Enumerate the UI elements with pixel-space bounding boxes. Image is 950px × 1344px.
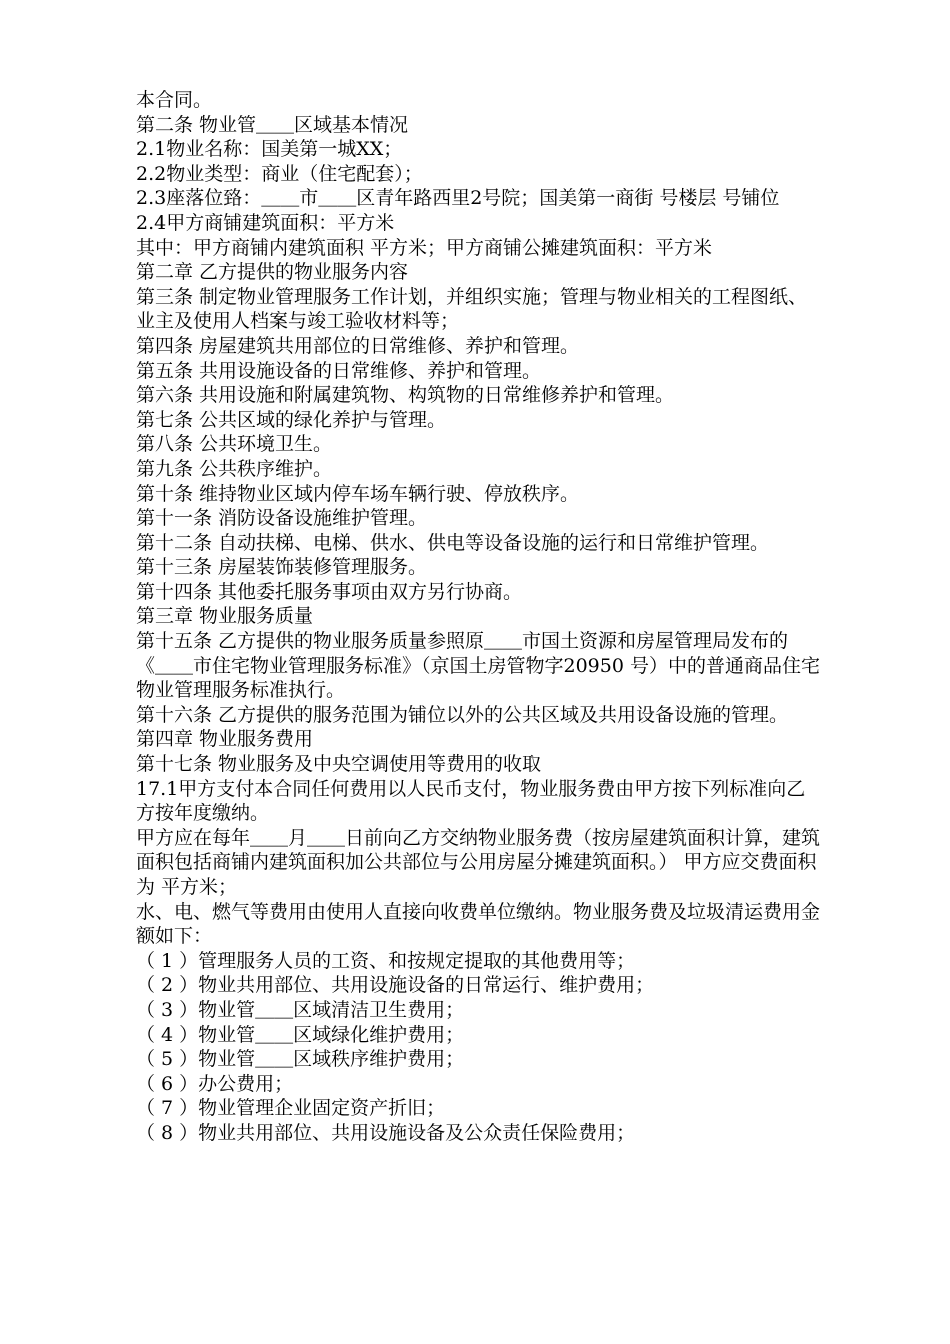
text-line: 2.3座落位臵：＿＿市＿＿区青年路西里2号院；国美第一商街 号楼层 号铺位: [136, 187, 780, 210]
list-item: （ 6 ）办公费用；: [136, 1072, 294, 1095]
article-paragraph: 第三条 制定物业管理服务工作计划，并组织实施；管理与物业相关的工程图纸、业主及使用人档案与竣工验收材料等；: [136, 285, 808, 333]
text-line: 2.4甲方商铺建筑面积：平方米: [136, 211, 395, 234]
article-paragraph: 第十条 维持物业区域内停车场车辆行驶、停放秩序。: [136, 482, 580, 505]
article-heading: 第二条 物业管＿＿区域基本情况: [136, 113, 409, 136]
article-paragraph: 第十六条 乙方提供的服务范围为铺位以外的公共区域及共用设备设施的管理。: [136, 703, 789, 726]
article-paragraph: 第七条 公共区域的绿化养护与管理。: [136, 408, 447, 431]
list-item: （ 4 ）物业管＿＿区域绿化维护费用；: [136, 1023, 465, 1046]
article-paragraph: 第九条 公共秩序维护。: [136, 457, 333, 480]
article-paragraph: 第六条 共用设施和附属建筑物、构筑物的日常维修养护和管理。: [136, 384, 675, 407]
article-paragraph: 第五条 共用设施设备的日常维修、养护和管理。: [136, 359, 542, 382]
chapter-heading: 第四章 物业服务费用: [136, 728, 314, 751]
chapter-heading: 第三章 物业服务质量: [136, 605, 314, 628]
text-line: 2.1物业名称：国美第一城XX；: [136, 138, 403, 161]
list-item: （ 5 ）物业管＿＿区域秩序维护费用；: [136, 1048, 465, 1071]
chapter-heading: 第二章 乙方提供的物业服务内容: [136, 261, 409, 284]
contract-text: [136, 88, 820, 1146]
article-paragraph: 第十五条 乙方提供的物业服务质量参照原＿＿市国土资源和房屋管理局发布的《＿＿市住宅物业管理服务标准》（京国土房管物字20950 号）中的普通商品住宅物业管理服务标准执行。: [136, 630, 820, 702]
article-paragraph: 第十二条 自动扶梯、电梯、供水、供电等设备设施的运行和日常维护管理。: [136, 531, 770, 554]
list-item: （ 3 ）物业管＿＿区域清洁卫生费用；: [136, 998, 465, 1021]
clause-paragraph: 水、电、燃气等费用由使用人直接向收费单位缴纳。物业服务费及垃圾清运费用金额如下：: [136, 900, 821, 948]
article-paragraph: 第十一条 消防设备设施维护管理。: [136, 507, 428, 530]
text-line: 本合同。: [136, 89, 213, 111]
article-paragraph: 第十七条 物业服务及中央空调使用等费用的收取: [136, 753, 542, 776]
article-paragraph: 第八条 公共环境卫生。: [136, 433, 333, 456]
text-line: 其中：甲方商铺内建筑面积 平方米；甲方商铺公摊建筑面积：平方米: [136, 236, 713, 259]
list-item: （ 8 ）物业共用部位、共用设施设备及公众责任保险费用；: [136, 1121, 636, 1144]
list-item: （ 2 ）物业共用部位、共用设施设备的日常运行、维护费用；: [136, 974, 655, 997]
list-item: （ 1 ）管理服务人员的工资、和按规定提取的其他费用等；: [136, 949, 636, 972]
article-paragraph: 第十三条 房屋装饰装修管理服务。: [136, 556, 428, 579]
article-paragraph: 第十四条 其他委托服务事项由双方另行协商。: [136, 580, 523, 603]
list-item: （ 7 ）物业管理企业固定资产折旧；: [136, 1097, 446, 1120]
clause-paragraph: 17.1甲方支付本合同任何费用以人民币支付，物业服务费由甲方按下列标准向乙方按年度缴纳。: [136, 777, 806, 825]
article-paragraph: 第四条 房屋建筑共用部位的日常维修、养护和管理。: [136, 334, 580, 357]
text-line: 2.2物业类型：商业（住宅配套）；: [136, 162, 423, 185]
clause-paragraph: 甲方应在每年＿＿月＿＿日前向乙方交纳物业服务费（按房屋建筑面积计算，建筑面积包括商铺内建筑面积加公共部位与公用房屋分摊建筑面积。） 甲方应交费面积为 平方米；: [136, 826, 821, 898]
